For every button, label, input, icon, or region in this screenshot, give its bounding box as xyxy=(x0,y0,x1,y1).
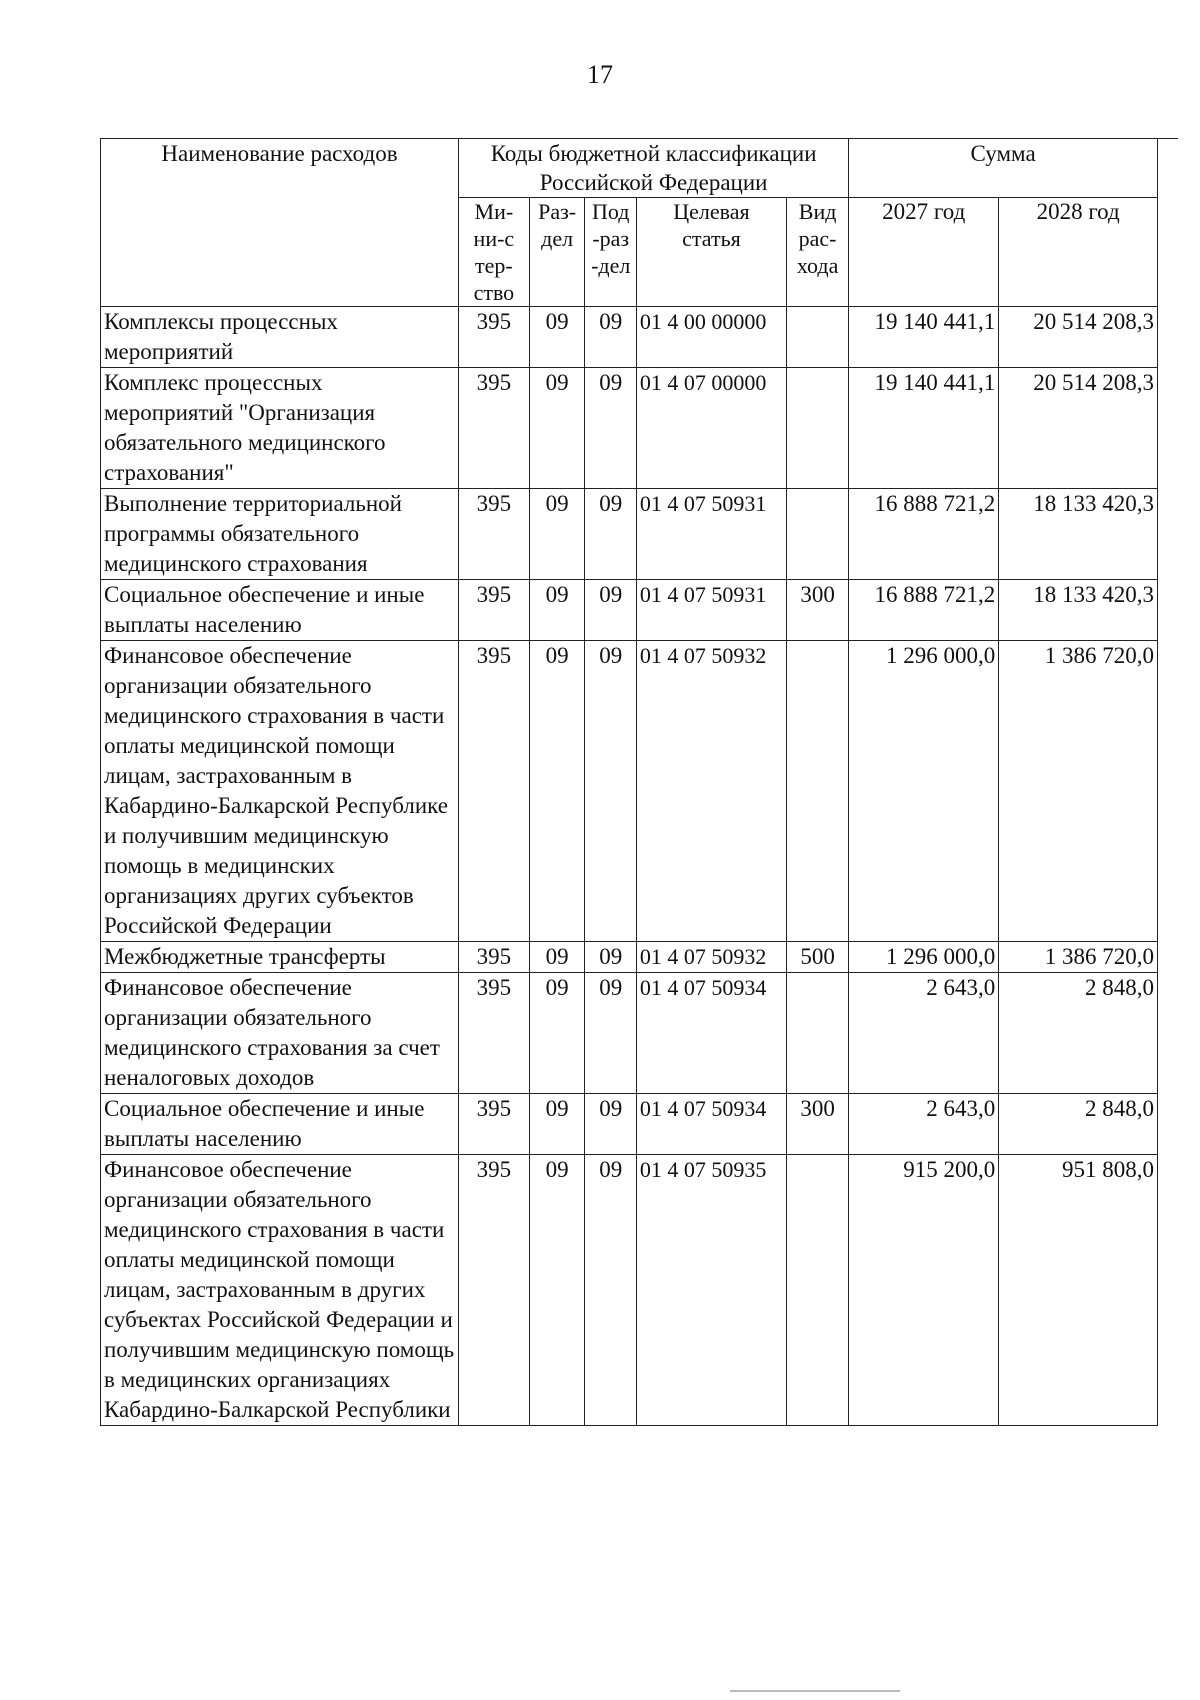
row-sum-2028: 1 386 720,0 xyxy=(999,641,1158,942)
row-name: Социальное обеспечение и иные выплаты населению xyxy=(101,1094,459,1155)
row-name: Финансовое обеспечение организации обязательного медицинского страхования в части оплаты медицинской помощи лицам, застрахованным в Кабардино-Балкарской Республике и получившим медицинскую помощь в медицинских организациях других субъектов Российской Федерации xyxy=(101,641,459,942)
row-target: 01 4 07 50934 xyxy=(636,1094,786,1155)
row-subsection: 09 xyxy=(585,307,636,368)
header-section-text: Раз-дел xyxy=(538,199,577,251)
row-section: 09 xyxy=(529,307,585,368)
row-section: 09 xyxy=(529,489,585,580)
row-sum-2028: 20 514 208,3 xyxy=(999,307,1158,368)
row-type xyxy=(786,1155,848,1426)
row-target: 01 4 07 50932 xyxy=(636,942,786,973)
row-target: 01 4 07 50934 xyxy=(636,973,786,1094)
table-top-rule-extension xyxy=(1158,138,1178,139)
row-ministry: 395 xyxy=(459,580,530,641)
table-row xyxy=(101,489,1158,580)
row-sum-2027: 1 296 000,0 xyxy=(849,942,999,973)
header-ministry xyxy=(459,198,530,307)
row-sum-2028: 2 848,0 xyxy=(999,1094,1158,1155)
header-sum: Сумма xyxy=(849,139,1158,198)
header-expense-type-text: Вид рас-хода xyxy=(796,199,839,278)
table-row xyxy=(101,1155,1158,1426)
row-sum-2027: 19 140 441,1 xyxy=(849,368,999,489)
row-name: Социальное обеспечение и иные выплаты населению xyxy=(101,580,459,641)
row-type xyxy=(786,489,848,580)
row-sum-2028: 20 514 208,3 xyxy=(999,368,1158,489)
page-number: 17 xyxy=(587,60,613,89)
table-row xyxy=(101,307,1158,368)
row-section: 09 xyxy=(529,1094,585,1155)
table-row xyxy=(101,368,1158,489)
row-name: Финансовое обеспечение организации обязательного медицинского страхования за счет неналоговых доходов xyxy=(101,973,459,1094)
header-row-top xyxy=(101,139,1158,198)
row-section: 09 xyxy=(529,1155,585,1426)
header-section xyxy=(529,198,585,307)
row-name: Комплексы процессных мероприятий xyxy=(101,307,459,368)
table-row xyxy=(101,942,1158,973)
header-budget-codes: Коды бюджетной классификации Российской Федерации xyxy=(459,139,849,198)
row-target: 01 4 07 50935 xyxy=(636,1155,786,1426)
row-section: 09 xyxy=(529,641,585,942)
header-expense-name: Наименование расходов xyxy=(101,139,459,307)
row-type: 300 xyxy=(786,1094,848,1155)
row-subsection: 09 xyxy=(585,973,636,1094)
row-type: 500 xyxy=(786,942,848,973)
header-target-item-text: Целевая статья xyxy=(673,199,750,251)
row-type xyxy=(786,307,848,368)
row-ministry: 395 xyxy=(459,307,530,368)
header-expense-type xyxy=(786,198,848,307)
row-sum-2028: 2 848,0 xyxy=(999,973,1158,1094)
header-year-2027: 2027 год xyxy=(849,198,999,307)
table-row xyxy=(101,973,1158,1094)
row-name: Комплекс процессных мероприятий "Организация обязательного медицинского страхования" xyxy=(101,368,459,489)
row-name: Финансовое обеспечение организации обязательного медицинского страхования в части оплаты медицинской помощи лицам, застрахованным в других субъектах Российской Федерации и получившим медицинскую помощь в медицинских организациях Кабардино-Балкарской Республики xyxy=(101,1155,459,1426)
row-ministry: 395 xyxy=(459,973,530,1094)
header-subsection xyxy=(585,198,636,307)
row-sum-2027: 1 296 000,0 xyxy=(849,641,999,942)
row-subsection: 09 xyxy=(585,641,636,942)
row-subsection: 09 xyxy=(585,580,636,641)
row-target: 01 4 07 00000 xyxy=(636,368,786,489)
table-row xyxy=(101,1094,1158,1155)
row-ministry: 395 xyxy=(459,942,530,973)
row-type xyxy=(786,641,848,942)
budget-expenses-table xyxy=(100,138,1158,1426)
row-target: 01 4 07 50931 xyxy=(636,489,786,580)
row-sum-2027: 19 140 441,1 xyxy=(849,307,999,368)
row-target: 01 4 00 00000 xyxy=(636,307,786,368)
row-ministry: 395 xyxy=(459,641,530,942)
row-ministry: 395 xyxy=(459,1155,530,1426)
header-ministry-text: Ми-ни-стер-ство xyxy=(473,199,515,305)
row-ministry: 395 xyxy=(459,368,530,489)
row-sum-2027: 16 888 721,2 xyxy=(849,489,999,580)
table-row xyxy=(101,641,1158,942)
header-subsection-text: Под-раз-дел xyxy=(591,199,631,278)
row-subsection: 09 xyxy=(585,489,636,580)
row-name: Межбюджетные трансферты xyxy=(101,942,459,973)
row-sum-2028: 951 808,0 xyxy=(999,1155,1158,1426)
row-sum-2027: 16 888 721,2 xyxy=(849,580,999,641)
row-ministry: 395 xyxy=(459,1094,530,1155)
row-subsection: 09 xyxy=(585,368,636,489)
row-type xyxy=(786,368,848,489)
row-sum-2028: 18 133 420,3 xyxy=(999,489,1158,580)
row-subsection: 09 xyxy=(585,1094,636,1155)
row-sum-2028: 1 386 720,0 xyxy=(999,942,1158,973)
row-target: 01 4 07 50932 xyxy=(636,641,786,942)
header-year-2028: 2028 год xyxy=(999,198,1158,307)
row-sum-2028: 18 133 420,3 xyxy=(999,580,1158,641)
scan-artifact-line xyxy=(730,1690,900,1692)
row-name: Выполнение территориальной программы обязательного медицинского страхования xyxy=(101,489,459,580)
header-target-item xyxy=(636,198,786,307)
row-sum-2027: 915 200,0 xyxy=(849,1155,999,1426)
row-section: 09 xyxy=(529,368,585,489)
row-section: 09 xyxy=(529,942,585,973)
row-target: 01 4 07 50931 xyxy=(636,580,786,641)
row-ministry: 395 xyxy=(459,489,530,580)
row-section: 09 xyxy=(529,973,585,1094)
row-subsection: 09 xyxy=(585,1155,636,1426)
row-section: 09 xyxy=(529,580,585,641)
row-sum-2027: 2 643,0 xyxy=(849,1094,999,1155)
row-sum-2027: 2 643,0 xyxy=(849,973,999,1094)
table-row xyxy=(101,580,1158,641)
row-type: 300 xyxy=(786,580,848,641)
row-subsection: 09 xyxy=(585,942,636,973)
row-type xyxy=(786,973,848,1094)
